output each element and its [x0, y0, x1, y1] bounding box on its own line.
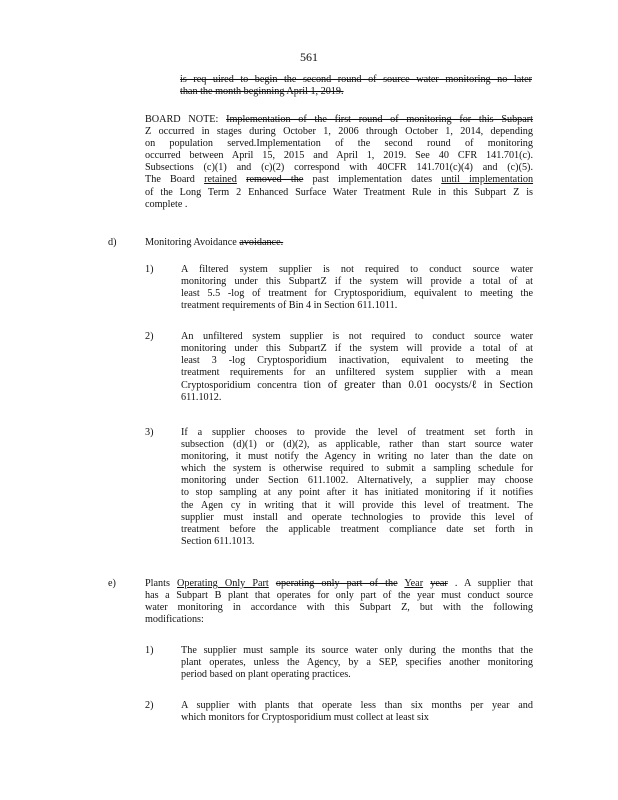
inserted-retained: retained [204, 174, 237, 186]
item-e1-line: The supplier must sample its source water only during the months that the [181, 645, 533, 656]
item-d3-line: monitoring, it must notify the Agency in writing no later than the date on [181, 451, 533, 463]
intro-line-1: is req uired to begin the second round of source water monitoring no later [180, 74, 532, 85]
deleted-removed: removed the [246, 174, 304, 186]
section-d-heading-struck: avoidance. [239, 237, 284, 248]
item-d1-line: A filtered system supplier is not required to conduct source water [181, 264, 533, 275]
board-note-line-8: complete . [145, 198, 188, 210]
item-d1-line: treatment requirements of Bin 4 in Section 611.1011. [181, 300, 398, 312]
item-d1-marker: 1) [145, 264, 154, 275]
item-d2-line: treatment requirements for an unfiltered system supplier with a mean [181, 367, 533, 379]
intro-line-2: than the month beginning April 1, 2019. [180, 86, 344, 98]
item-d2-text: Cryptosporidium concentra [181, 380, 297, 392]
board-note-line-7: of the Long Term 2 Enhanced Surface Water Treatment Rule in this Subpart Z is [145, 186, 533, 198]
item-d2-text-inserted: tion of greater than 0.01 oocysts/ℓ in Section [303, 379, 533, 392]
item-d2-line: An unfiltered system supplier is not required to conduct source water [181, 331, 533, 342]
board-note-line-4: occurred between April 15, 2015 and April 1, 2019. See 40 CFR 141.701(c). [145, 150, 533, 162]
section-d-heading-text: Monitoring Avoidance [145, 237, 237, 248]
board-note [145, 114, 533, 211]
page-number: 561 [300, 50, 318, 64]
section-e-marker: e) [108, 578, 116, 589]
item-d3-line: If a supplier chooses to provide the level of treatment set forth in [181, 427, 533, 438]
item-e1-line: period based on plant operating practices. [181, 669, 351, 681]
section-e-paragraph [145, 578, 533, 626]
board-note-struck: Implementation of the first round of monitoring for this Subpart [226, 114, 534, 125]
item-d1-line: monitoring under this SubpartZ if the system will provide a total of at [181, 276, 533, 288]
item-d2-line: 611.1012. [181, 392, 222, 404]
item-d2-line [181, 379, 533, 392]
item-d3-line: Section 611.1013. [181, 535, 255, 547]
section-d-heading [145, 237, 283, 249]
section-e-text: . A supplier that [454, 578, 534, 589]
intro-paragraph [180, 74, 532, 98]
section-e-line: modifications: [145, 614, 204, 626]
item-d3-line: the Agen cy in writing that it will provide this level of treatment. The [181, 499, 533, 511]
deleted-operating-only-part: operating only part of the [275, 578, 398, 589]
item-e2-line: A supplier with plants that operate less than six months per year and [181, 700, 533, 711]
inserted-operating-only-part: Operating Only Part [177, 578, 269, 589]
board-note-line-5: Subsections (c)(1) and (c)(2) correspond with 40CFR 141.701(c)(4) and (c)(5). [145, 162, 533, 174]
deleted-year: year [430, 578, 448, 589]
item-e1 [181, 645, 533, 681]
section-e-line: has a Subpart B plant that operates for only part of the year must conduct source [145, 590, 533, 602]
item-d3-line: to stop sampling at any point after it has initiated monitoring if it notifies [181, 487, 533, 499]
item-d3-line: supplier must install and operate technologies to provide this level of [181, 511, 533, 523]
inserted-year: Year [404, 578, 424, 589]
section-e-line: water monitoring in accordance with this Subpart Z, but with the following [145, 602, 533, 614]
board-note-label: BOARD NOTE: [145, 114, 219, 125]
section-e-text: Plants [145, 578, 170, 589]
item-d3 [181, 427, 533, 548]
board-note-text: past implementation dates [312, 174, 433, 186]
item-d2-marker: 2) [145, 331, 154, 342]
item-d1-line: least 5.5 -log of treatment for Cryptosporidium, equivalent to meeting the [181, 288, 533, 300]
item-e2-marker: 2) [145, 700, 154, 711]
item-d3-line: treatment before the applicable treatment compliance date set forth in [181, 523, 533, 535]
item-d3-line: subsection (d)(1) or (d)(2), as applicable, rather than start source water [181, 439, 533, 451]
item-d2-line: monitoring under this SubpartZ if the system will provide a total of at [181, 343, 533, 355]
board-note-line-1 [145, 114, 533, 126]
item-d2 [181, 331, 533, 405]
item-e1-marker: 1) [145, 645, 154, 656]
item-e2-line: which monitors for Cryptosporidium must collect at least six [181, 712, 429, 724]
inserted-until: until implementation [441, 174, 534, 186]
item-d3-line: which the system is otherwise required to submit a sampling schedule for [181, 463, 533, 475]
board-note-line-3: on population served.Implementation of the second round of monitoring [145, 138, 533, 150]
item-d1 [181, 264, 533, 312]
item-e1-line: plant operates, unless the Agency, by a SEP, specifies another monitoring [181, 657, 533, 669]
item-d3-marker: 3) [145, 427, 154, 438]
section-e-line-1 [145, 578, 533, 590]
item-d3-line: monitoring under Section 611.1002. Alternatively, a supplier may choose [181, 475, 533, 487]
board-note-line-6 [145, 174, 533, 186]
board-note-line-2: Z occurred in stages during October 1, 2006 through October 1, 2014, depending [145, 126, 533, 138]
item-d2-line: least 3 -log Cryptosporidium inactivation, equivalent to meeting the [181, 355, 533, 367]
board-note-text: The Board [145, 174, 195, 186]
item-e2 [181, 700, 533, 724]
section-d-marker: d) [108, 237, 117, 248]
